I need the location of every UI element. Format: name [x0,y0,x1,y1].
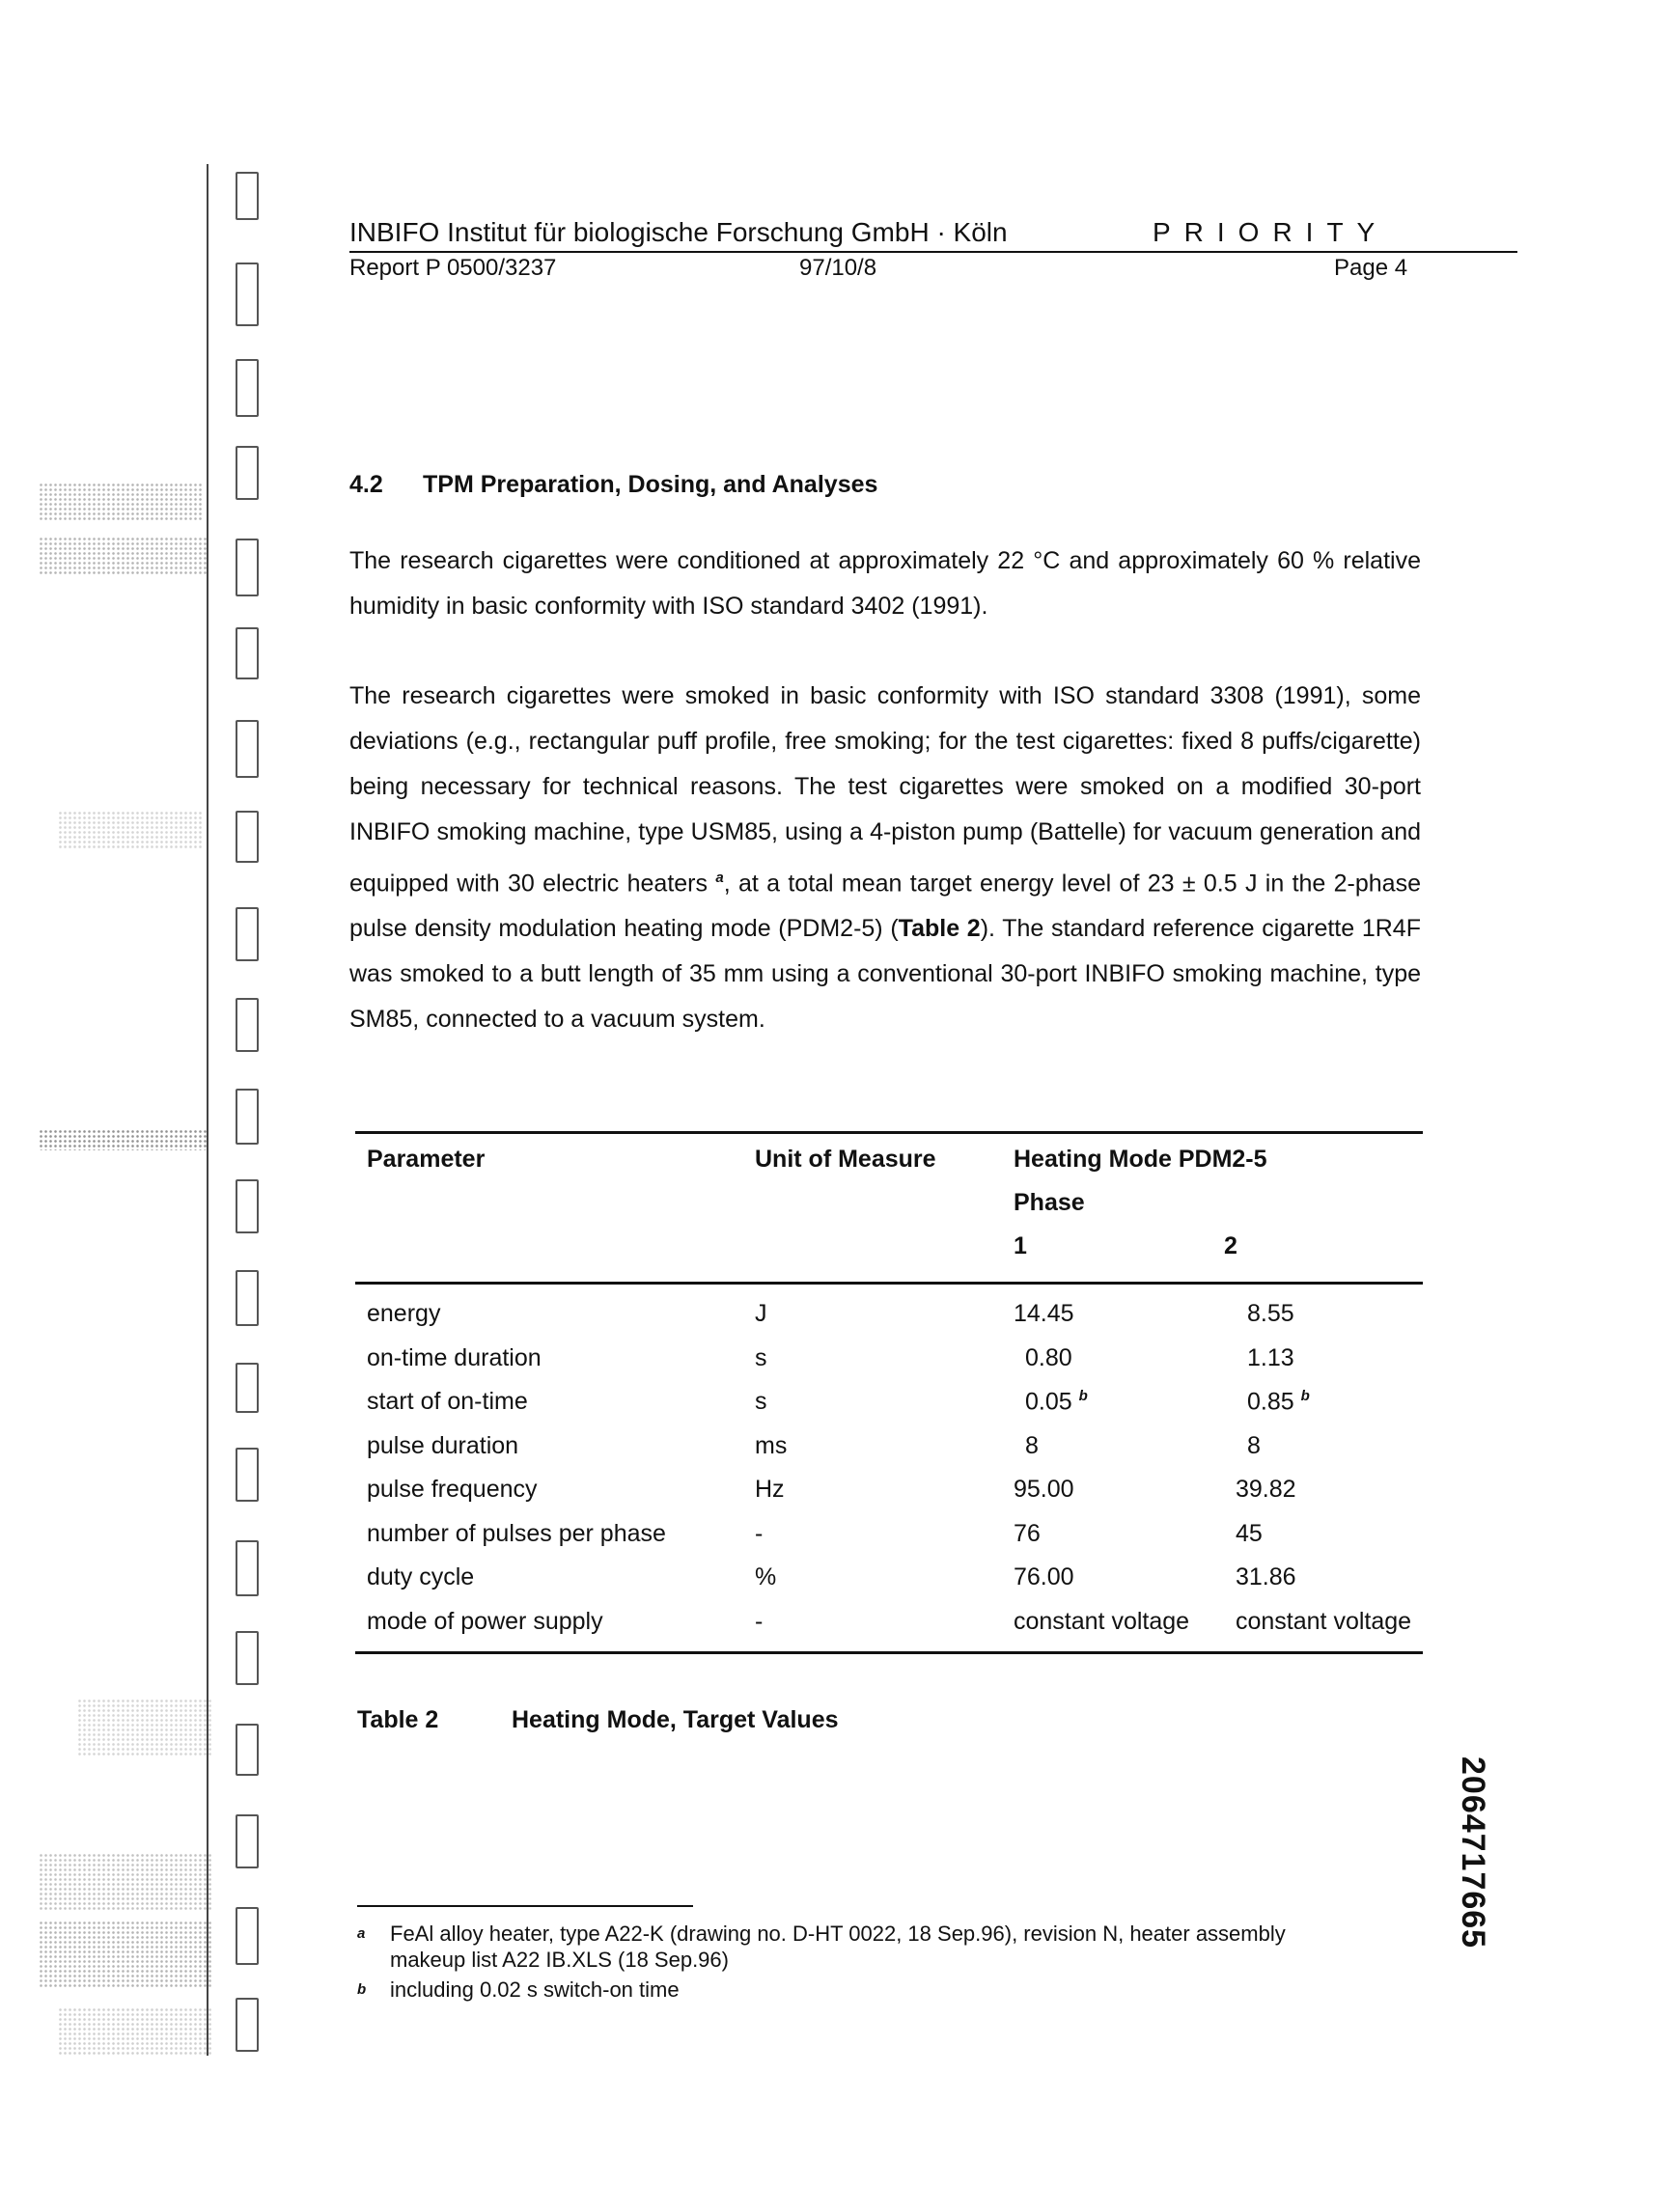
col-header-phase: Phase [1014,1189,1085,1216]
paragraph-smoking [349,674,1421,1042]
col-header-unit: Unit of Measure [755,1146,936,1173]
cell-phase1: 0.80 [1025,1343,1072,1371]
punch-hole [236,1089,259,1145]
cell-param: duty cycle [367,1563,475,1591]
caption-title: Heating Mode, Target Values [512,1706,839,1733]
punch-hole [236,1724,259,1776]
cell-phase2: 45 [1236,1519,1263,1547]
cell-phase2: 31.86 [1236,1563,1296,1591]
punch-hole [236,720,259,778]
paragraph-text: , at a total mean target energy level of 23 ± 0.5 J in the 2-phase pulse density modulation heating mode (PDM2-5) ( [349,870,1421,943]
punch-hole [236,907,259,961]
header-date: 97/10/8 [799,255,877,281]
section-heading [349,471,877,499]
cell-param: energy [367,1300,441,1328]
table-row [355,1292,1423,1337]
col-header-mode: Heating Mode PDM2-5 [1014,1146,1267,1173]
cell-param: pulse duration [367,1431,519,1459]
table-caption [357,1706,839,1734]
binder-edge [207,164,208,2056]
cell-unit: - [755,1607,764,1635]
col-header-phase-2: 2 [1224,1232,1237,1259]
header-rule [349,251,1517,253]
footnote-a [357,1921,1380,1973]
header-priority: PRIORITY [1153,217,1389,247]
cell-param: on-time duration [367,1343,542,1371]
cell-phase2: constant voltage [1236,1607,1412,1635]
punch-hole [236,627,259,679]
footnote-text: including 0.02 s switch-on time [390,1977,680,2002]
footnote-ref-a: a [715,870,724,886]
punch-hole [236,1448,259,1502]
section-number: 4.2 [349,471,383,498]
punch-hole [236,811,259,863]
cell-phase2 [1236,1380,1423,1424]
footnote-ref-b: b [1078,1388,1088,1405]
punch-hole [236,172,259,220]
scan-noise [39,1129,208,1150]
punch-hole [236,263,259,326]
scan-noise [58,2007,212,2056]
punch-hole [236,1270,259,1326]
table-row [355,1512,1423,1557]
header-institute: INBIFO Institut für biologische Forschung GmbH · Köln [349,217,1008,247]
cell-phase1: 14.45 [1014,1300,1074,1328]
cell-unit: Hz [755,1476,785,1504]
scan-noise [39,1921,212,1988]
batch-number-text: 2064717665 [1455,1756,1491,1949]
table-top-rule [355,1131,1423,1134]
table-row [355,1337,1423,1381]
punch-hole [236,998,259,1052]
cell-phase1: 76.00 [1014,1563,1074,1591]
scan-noise [39,1853,212,1911]
punch-hole [236,1998,259,2052]
cell-phase1: 76 [1014,1519,1041,1547]
cell-phase1: constant voltage [1014,1607,1190,1635]
paragraph-text: ). The standard reference cigarette 1R4F was smoked to a butt length of 35 mm using a conventional 30-port INBIFO smoking machine, type SM85, connected to a vacuum system. [349,915,1421,1034]
footnote-rule [357,1905,693,1907]
punch-hole [236,446,259,500]
cell-phase1: 95.00 [1014,1476,1074,1504]
footnote-ref-b: b [1300,1388,1310,1405]
col-header-parameter: Parameter [367,1146,486,1173]
table-row [355,1468,1423,1512]
footnote-text: FeAl alloy heater, type A22-K (drawing no. D-HT 0022, 18 Sep.96), revision N, heater assembly makeup list A22 IB.XLS (18 Sep.96) [390,1922,1286,1972]
punch-hole [236,1907,259,1965]
scan-noise [39,537,208,575]
footnote-mark: b [357,1981,367,1998]
cell-value: 0.85 [1247,1388,1294,1416]
punch-hole [236,539,259,596]
cell-phase2: 8.55 [1247,1300,1294,1328]
scan-noise [39,483,203,521]
caption-label: Table 2 [357,1706,439,1733]
scan-noise [58,811,203,849]
batch-number [1453,1756,1520,1949]
scan-noise [77,1699,212,1756]
footnote-b [357,1977,680,2003]
col-header-phase-1: 1 [1014,1232,1027,1259]
cell-phase2: 1.13 [1247,1343,1294,1371]
table-header-rule [355,1282,1423,1285]
cell-phase2: 8 [1247,1431,1261,1459]
cell-param: start of on-time [367,1388,528,1416]
table-row [355,1556,1423,1600]
table-row [355,1424,1423,1469]
header-report: Report P 0500/3237 [349,255,557,281]
punch-hole [236,1540,259,1596]
cell-unit: % [755,1563,777,1591]
heating-mode-table [355,1131,1423,1654]
cell-param: mode of power supply [367,1607,603,1635]
punch-hole [236,1363,259,1413]
cell-phase1: 8 [1025,1431,1039,1459]
table-reference: Table 2 [898,915,981,943]
cell-value: 0.05 [1025,1388,1072,1416]
cell-unit: ms [755,1431,788,1459]
footnote-mark: a [357,1925,366,1942]
punch-hole [236,1631,259,1685]
paragraph-text: The research cigarettes were smoked in basic conformity with ISO standard 3308 (1991), some deviations (e.g., rectangular puff profile, free smoking; for the test cigarettes: fixed 8 puffs/cigarette) being necessary for technical reasons. The test cigarettes were smoked on a modified 30-port INBIFO smoking machine, type USM85, using a 4-piston pump (Battelle) for vacuum generation and equipped with 30 electric heaters [349,682,1421,898]
cell-unit: - [755,1519,764,1547]
cell-unit: J [755,1300,767,1328]
cell-param: pulse frequency [367,1476,538,1504]
table-row [355,1380,1423,1424]
punch-hole [236,359,259,417]
cell-param: number of pulses per phase [367,1519,666,1547]
cell-unit: s [755,1343,767,1371]
paragraph-conditioning: The research cigarettes were conditioned at approximately 22 °C and approximately 60 % relative humidity in basic conformity with ISO standard 3402 (1991). [349,547,1421,620]
cell-phase1 [1014,1380,1236,1424]
header-page: Page 4 [1334,255,1408,281]
table-row [355,1600,1423,1645]
punch-hole [236,1179,259,1233]
cell-unit: s [755,1388,767,1416]
section-title: TPM Preparation, Dosing, and Analyses [423,471,878,498]
punch-hole [236,1814,259,1868]
table-bottom-rule [355,1651,1423,1654]
cell-phase2: 39.82 [1236,1476,1296,1504]
